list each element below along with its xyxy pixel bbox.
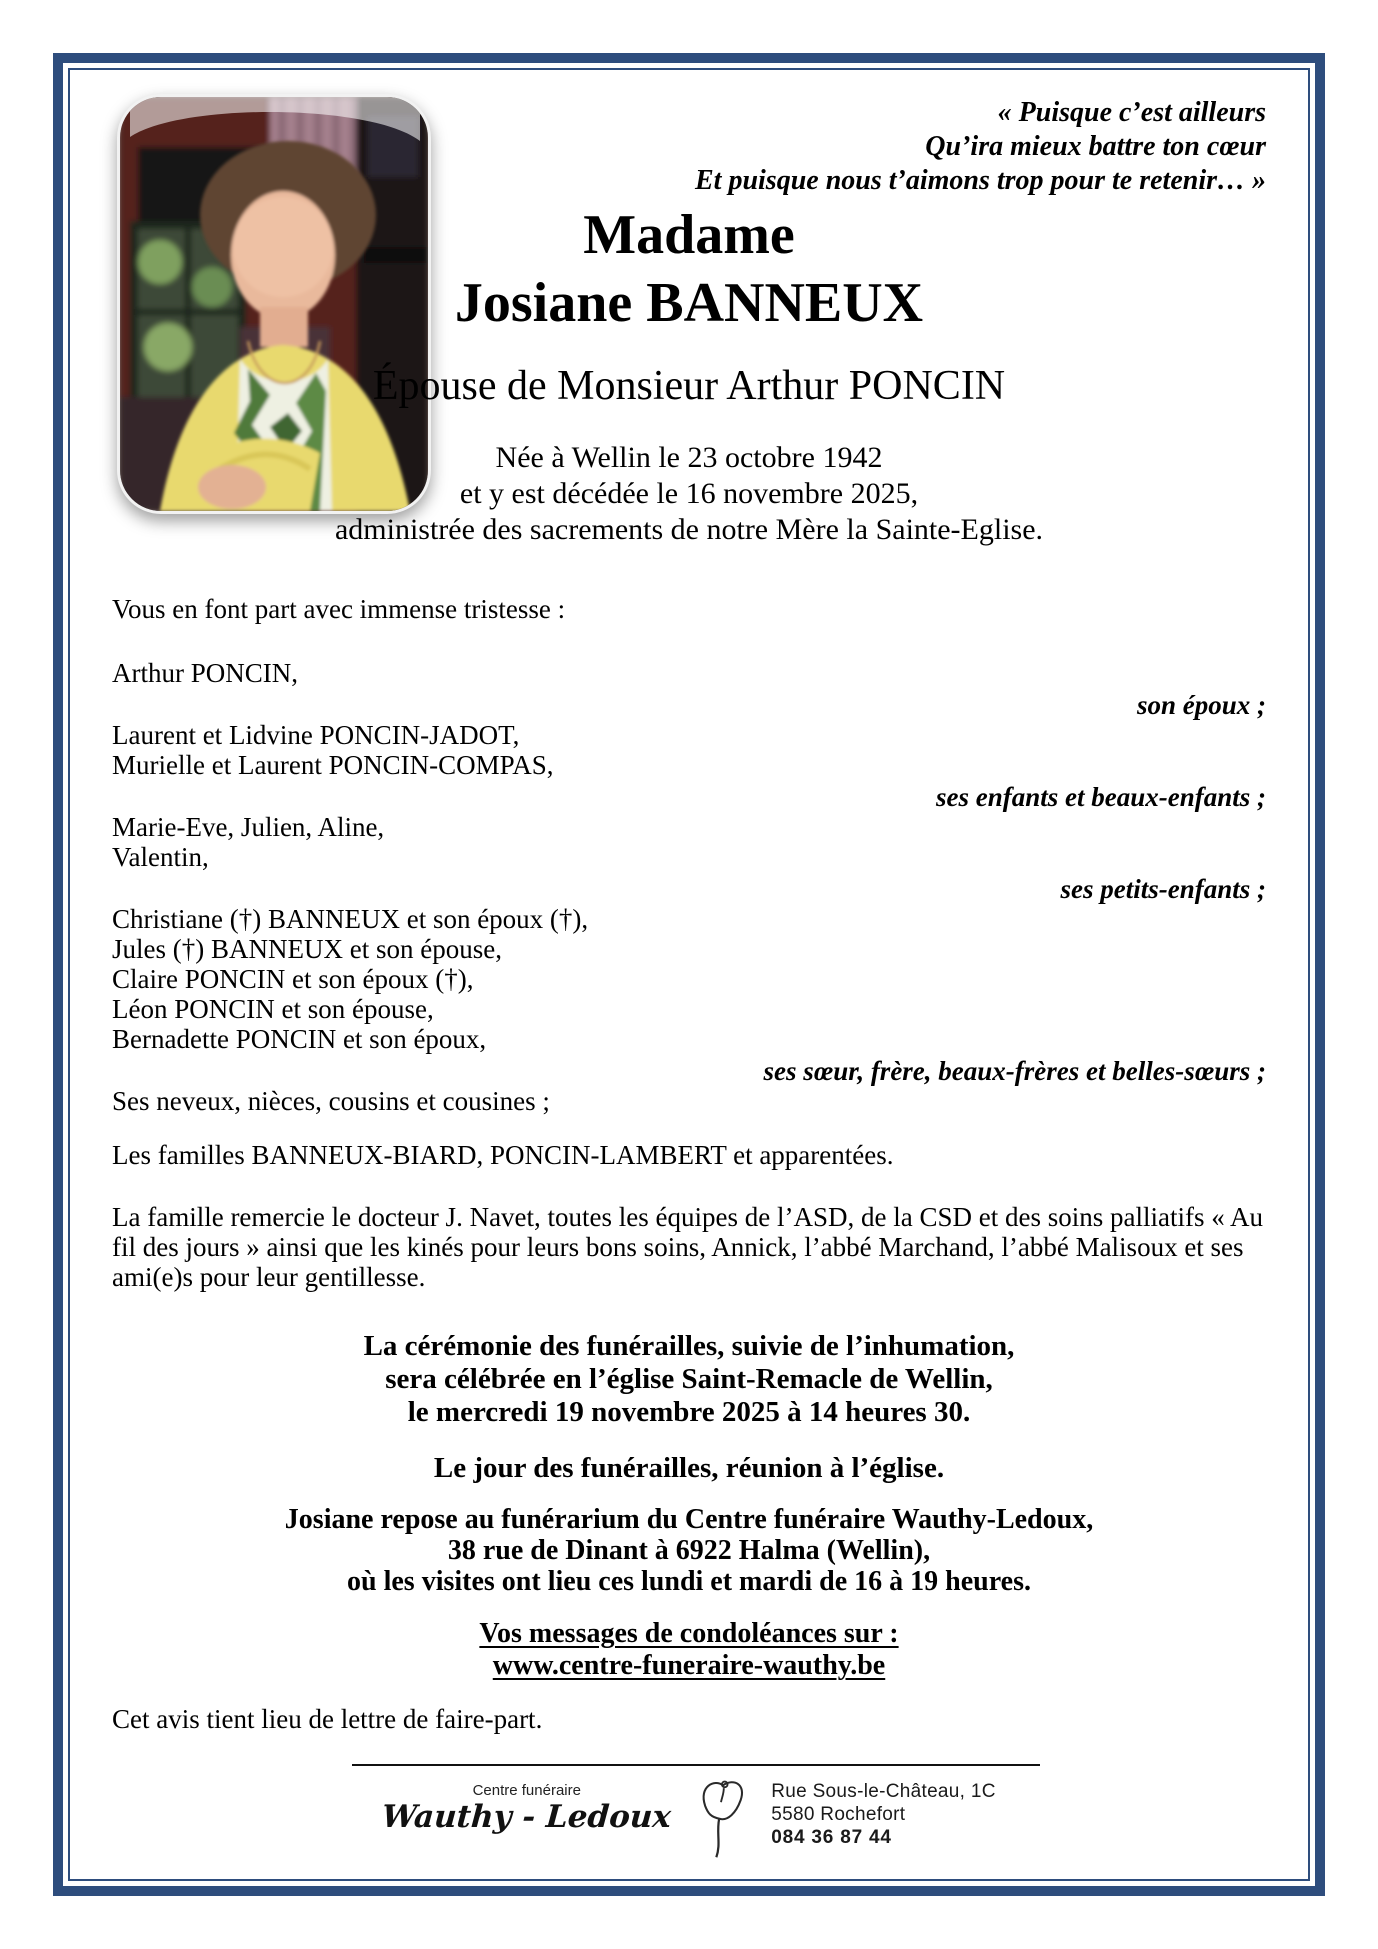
deceased-name: Josiane BANNEUX [454,272,924,334]
spouse-subtitle: Épouse de Monsieur Arthur PONCIN [372,363,1006,409]
family-name: Bernadette PONCIN et son époux, [112,1024,487,1054]
funeral-home-footer [0,1774,1378,1860]
reunion-line: Le jour des funérailles, réunion à l’église. [433,1452,945,1484]
repose-line: où les visites ont lieu ces lundi et mardi de 16 à 19 heures. [347,1566,1031,1597]
intro-line: Vous en font part avec immense tristesse : [112,594,566,624]
quote-line: Qu’ira mieux battre ton cœur [925,131,1266,162]
quote-line: « Puisque c’est ailleurs [997,97,1266,128]
memorial-quote [112,96,1266,198]
repose-line: Josiane repose au funérarium du Centre funéraire Wauthy-Ledoux, [284,1504,1094,1535]
family-name: Valentin, [112,842,209,872]
relation-label: ses sœur, frère, beaux-frères et belles-sœurs ; [763,1056,1266,1086]
thanks-paragraph: La famille remercie le docteur J. Navet, toutes les équipes de l’ASD, de la CSD et des soins palliatifs « Au fil des jours » ainsi que les kinés pour leurs bons soins, Annick, l’abbé Marchand, l’abbé Malisoux et ses ami(e)s pour leur gentillesse. [112,1202,1263,1292]
funeral-home-brand [382,1782,671,1835]
phone-number: 084 36 87 44 [771,1827,892,1848]
condolences-label-line [112,1618,1266,1649]
birth-death-block [112,440,1266,548]
calla-lily-icon [693,1776,749,1860]
address-street: Rue Sous-le-Château, 1C [771,1781,996,1802]
relation-label: ses petits-enfants ; [1060,874,1266,904]
family-name: Christiane (†) BANNEUX et son époux (†), [112,904,589,934]
repose-line: 38 rue de Dinant à 6922 Halma (Wellin), [447,1535,931,1566]
nephews-line: Ses neveux, nièces, cousins et cousines ; [112,1086,550,1116]
family-name: Arthur PONCIN, [112,658,298,688]
family-name: Claire PONCIN et son époux (†), [112,964,474,994]
relation-label: son époux ; [1136,690,1266,720]
condolences-label: Vos messages de condoléances sur : [479,1618,899,1649]
ceremony-line: sera célébrée en l’église Saint-Remacle de Wellin, [385,1363,993,1395]
brand-tagline: Centre funéraire [472,1782,581,1799]
footer-divider [352,1764,1040,1766]
repose-block [112,1504,1266,1597]
family-name: Laurent et Lidvine PONCIN-JADOT, [112,720,520,750]
sacraments-line: administrée des sacrements de notre Mère la Sainte-Eglise. [334,513,1044,546]
families-line: Les familles BANNEUX-BIARD, PONCIN-LAMBERT et apparentées. [112,1140,894,1170]
family-name: Marie-Eve, Julien, Aline, [112,812,385,842]
ceremony-line: le mercredi 19 novembre 2025 à 14 heures 30. [407,1396,971,1428]
condolences-url-link[interactable]: www.centre-funeraire-wauthy.be [492,1650,886,1681]
family-name: Murielle et Laurent PONCIN-COMPAS, [112,750,554,780]
ceremony-block [112,1330,1266,1429]
family-name: Léon PONCIN et son épouse, [112,994,434,1024]
relation-label: ses enfants et beaux-enfants ; [936,782,1266,812]
birth-line: Née à Wellin le 23 octobre 1942 [495,441,883,474]
death-line: et y est décédée le 16 novembre 2025, [459,477,919,510]
quote-line: Et puisque nous t’aimons trop pour te retenir… » [694,165,1266,196]
address-city: 5580 Rochefort [771,1804,906,1825]
brand-name: Wauthy - Ledoux [381,1799,673,1835]
condolences-url-line [112,1650,1266,1681]
ceremony-line: La cérémonie des funérailles, suivie de l’inhumation, [363,1330,1015,1362]
funeral-home-address [771,1780,995,1849]
title-madame: Madame [583,204,795,266]
notice-line: Cet avis tient lieu de lettre de faire-part. [112,1704,543,1734]
family-name: Jules (†) BANNEUX et son épouse, [112,934,502,964]
